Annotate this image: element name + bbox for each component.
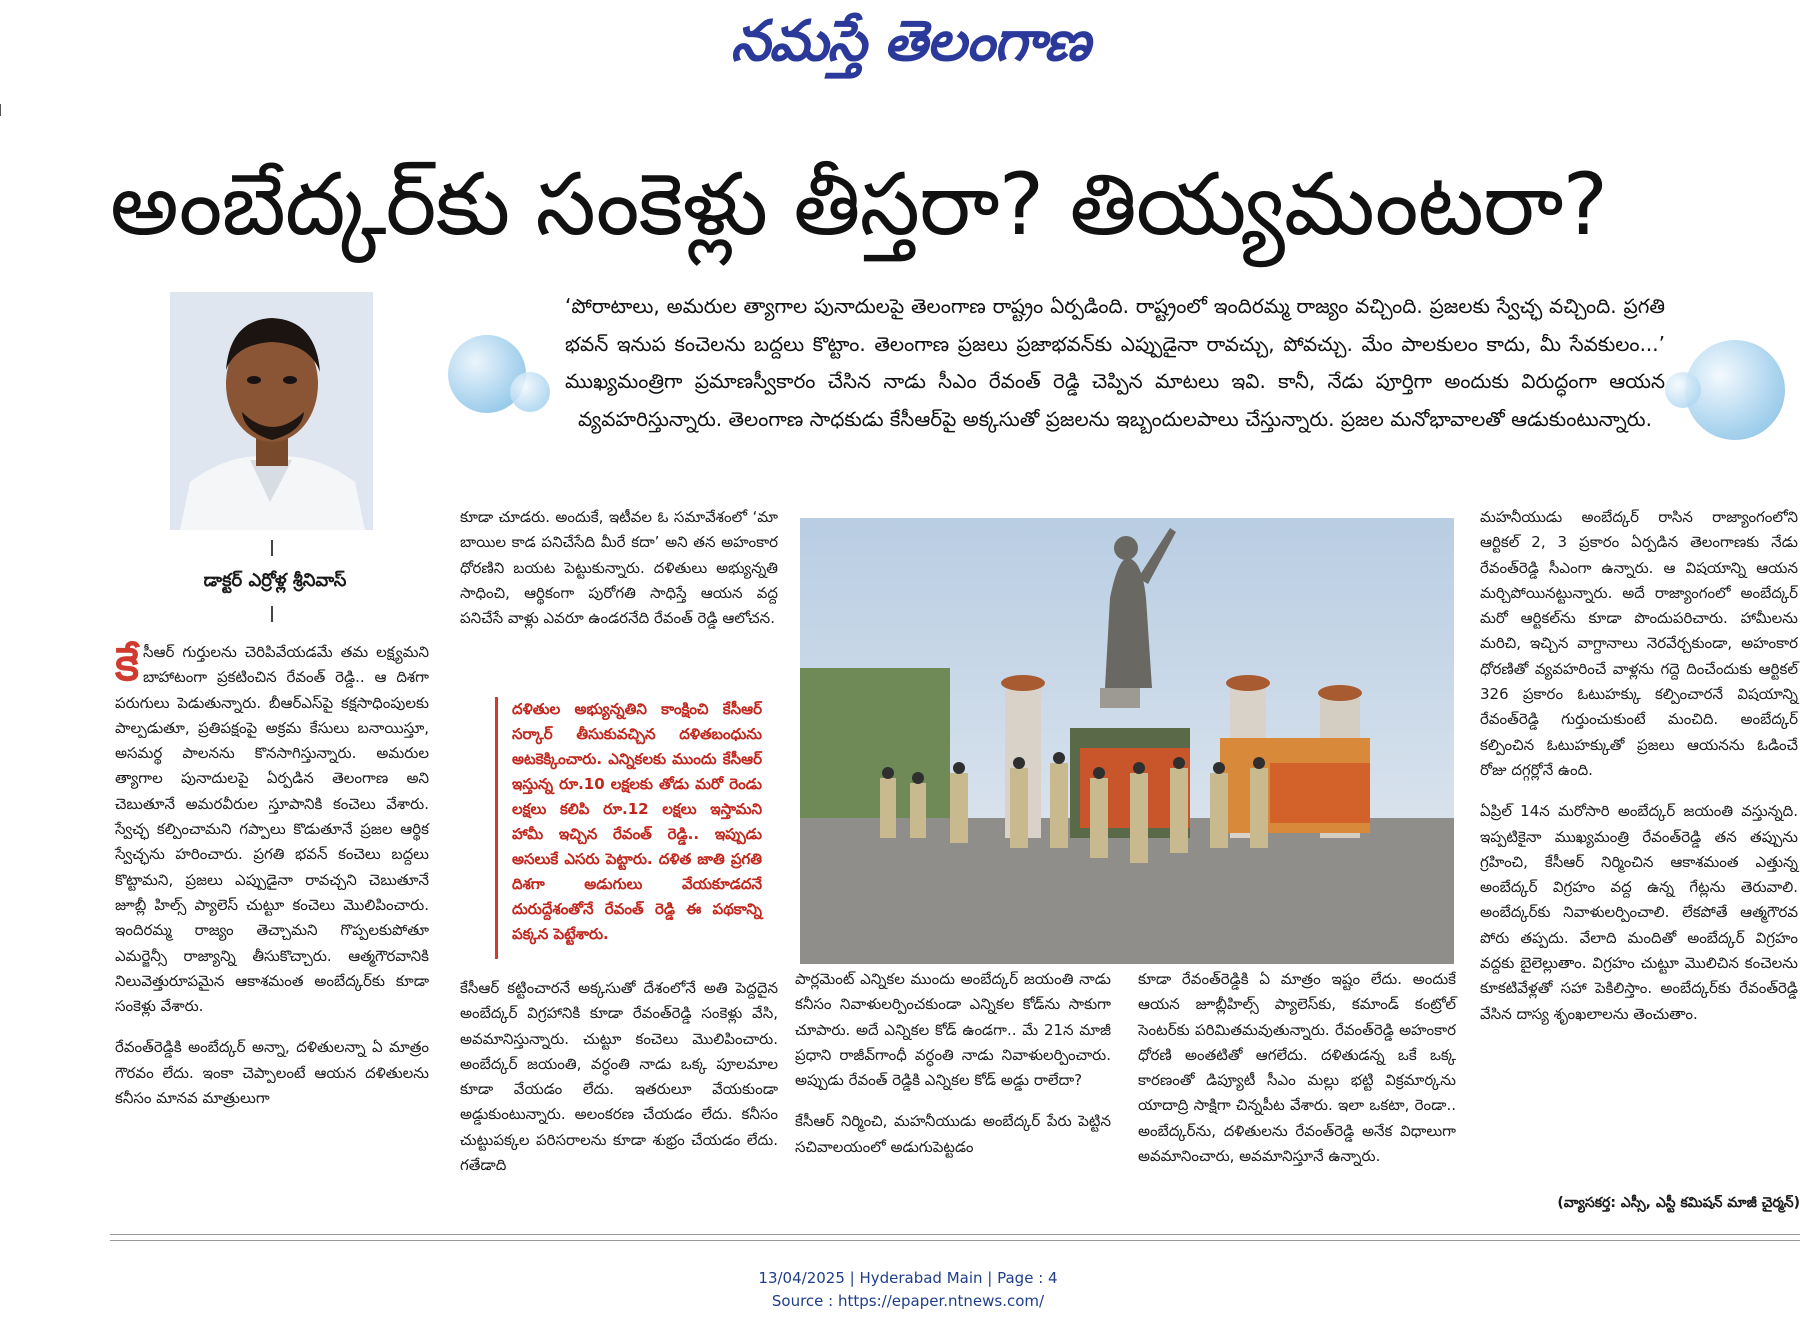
col2-paragraph-2: కేసీఆర్ కట్టించారనే అక్కసుతో దేశంలోనే అతి పెద్దదైన అంబేద్కర్ విగ్రహానికి కూడా రేవంత్‌రెడ్డి సంకెళ్లు వేసి, అవమానిస్తున్నారు. చుట్టూ కంచెలు మొలిపించారు. అంబేద్కర్ జయంతి, వర్ధంతి నాడు ఒక్క పూలమాల కూడా వేయడం లేదు. ఇతరులూ వేయకుండా అడ్డుకుంటున్నారు. అలంకరణ చేయడం లేదు. కనీసం చుట్టుపక్కల పరిసరాలను కూడా శుభ్రం చేయడం లేదు. గతేడాది bbox=[460, 979, 778, 1175]
article-column-4 bbox=[1138, 967, 1456, 1169]
margin-tick bbox=[0, 104, 1, 116]
article-column-5 bbox=[1480, 505, 1798, 1027]
author-byline: (వ్యాసకర్త: ఎస్సీ, ఎస్టీ కమిషన్ మాజీ చైర్మన్) bbox=[1557, 1195, 1800, 1211]
author-divider-top bbox=[271, 540, 273, 556]
col4-paragraph-1: కూడా రేవంత్‌రెడ్డికి ఏ మాత్రం ఇష్టం లేదు. అందుకే ఆయన జూబ్లీహిల్స్ ప్యాలెస్‌కు, కమాండ్ కంట్రోల్ సెంటర్‌కు పరిమితమవుతున్నారు. రేవంత్‌రెడ్డి అహంకార ధోరణి అంతటితో ఆగలేదు. దళితుడన్న ఒకే ఒక్క కారణంతో డిప్యూటీ సీఎం మల్లు భట్టి విక్రమార్కను యాదాద్రి సాక్షిగా చిన్నపీట వేశారు. ఇలా ఒకటా, రెండా.. అంబేద్కర్‌ను, దళితులను రేవంత్‌రెడ్డి అనేక విధాలుగా అవమానించారు, అవమానిస్తూనే ఉన్నారు. bbox=[1138, 970, 1456, 1166]
pull-quote: దళితుల అభ్యున్నతిని కాంక్షించి కేసీఆర్ సర్కార్ తీసుకువచ్చిన దళితబంధును అటకెక్కించారు. ఎన్నికలకు ముందు కేసీఆర్ ఇస్తున్న రూ.10 లక్షలకు తోడు మరో రెండు లక్షలు కలిపి రూ.12 లక్షలు ఇస్తామని హామీ ఇచ్చిన రేవంత్ రెడ్డి.. ఇప్పుడు అసలుకే ఎసరు పెట్టారు. దళిత జాతి ప్రగతి దిశగా అడుగులు వేయకూడదనే దురుద్దేశంతోనే రేవంత్ రెడ్డి ఈ పథకాన్ని పక్కన పెట్టేశారు. bbox=[495, 697, 762, 959]
bottom-rule-1 bbox=[110, 1234, 1800, 1235]
col2-paragraph-1: కూడా చూడరు. అందుకే, ఇటీవల ఓ సమావేశంలో ‘మా బాయిల కాడ పనిచేసేది మీరే కదా’ అని తన అహంకార ధోరణిని బయట పెట్టుకున్నారు. దళితులు అభ్యున్నతి సాధించి, ఆర్థికంగా పురోగతి సాధిస్తే ఆయన వద్ద పనిచేసే వాళ్లు ఎవరూ ఉండరనేది రేవంత్ రెడ్డి ఆలోచన. bbox=[460, 508, 778, 628]
footer-date-line: 13/04/2025 | Hyderabad Main | Page : 4 bbox=[758, 1269, 1058, 1287]
author-portrait-illustration bbox=[170, 292, 373, 530]
masthead-logo: నమస్తే తెలంగాణ bbox=[730, 8, 1090, 74]
article-column-2-top bbox=[460, 505, 778, 631]
bubble-decoration-right-small bbox=[1665, 372, 1701, 408]
col3-paragraph-2: కేసీఆర్ నిర్మించి, మహనీయుడు అంబేద్కర్ పేరు పెట్టిన సచివాలయంలో అడుగుపెట్టడం bbox=[795, 1112, 1111, 1156]
article-column-3 bbox=[795, 967, 1111, 1160]
article-column-1 bbox=[115, 637, 429, 1111]
col1-paragraph-2: రేవంత్‌రెడ్డికి అంబేద్కర్ అన్నా, దళితులన్నా ఏ మాత్రం గౌరవం లేదు. ఇంకా చెప్పాలంటే ఆయన దళితులను కనీసం మానవ మాత్రులుగా bbox=[115, 1038, 429, 1108]
bottom-rule-2 bbox=[110, 1240, 1800, 1241]
bubble-decoration-left-small bbox=[510, 372, 550, 412]
author-name: డాక్టర్ ఎర్రోళ్ల శ్రీనివాస్ bbox=[203, 570, 347, 591]
col1-paragraph-1: సీఆర్ గుర్తులను చెరిపివేయడమే తమ లక్ష్యమని బాహాటంగా ప్రకటించిన రేవంత్ రెడ్డి.. ఆ దిశగా పరుగులు పెడుతున్నారు. బీఆర్ఎస్‌పై కక్షసాధింపులకు పాల్పడుతూ, ప్రతిపక్షంపై అక్రమ కేసులు బనాయిస్తూ, అసమర్థ పాలనను కొనసాగిస్తున్నారు. అమరుల త్యాగాల పునాదులపై ఏర్పడిన తెలంగాణ అని చెబుతూనే అమరవీరుల స్తూపానికి కంచెలు వేశారు. స్వేచ్ఛ కల్పించామని గప్పాలు కొడుతూనే ప్రజల ఆర్థిక స్వేచ్ఛను హరించారు. ప్రగతి భవన్ కంచెలు బద్దలు కొట్టామని, ప్రజలు ఎప్పుడైనా రావచ్చని చెబుతూనే జూబ్లీ హిల్స్ ప్యాలెస్ చుట్టూ కంచెలు మొలిపించారు. ఇందిరమ్మ రాజ్యం తెచ్చామని గొప్పలకుపోతూ ఎమర్జెన్సీ రాజ్యాన్ని తీసుకొచ్చారు. ఆత్మగౌరవానికి నిలువెత్తురూపమైన ఆకాశమంత అంబేద్కర్‌కు కూడా సంకెళ్లు వేశారు. bbox=[115, 643, 429, 1016]
footer-source: Source : https://epaper.ntnews.com/ bbox=[771, 1292, 1045, 1310]
statue-scene-illustration bbox=[800, 518, 1454, 964]
ambedkar-statue-photo bbox=[800, 518, 1454, 964]
intro-paragraph: ‘పోరాటాలు, అమరుల త్యాగాల పునాదులపై తెలంగాణ రాష్ట్రం ఏర్పడింది. రాష్ట్రంలో ఇందిరమ్మ రాజ్యం వచ్చింది. ప్రజలకు స్వేచ్ఛ వచ్చింది. ప్రగతి భవన్ ఇనుప కంచెలను బద్దలు కొట్టాం. తెలంగాణ ప్రజలు ప్రజాభవన్‌కు ఎప్పుడైనా రావచ్చు, పోవచ్చు. మేం పాలకులం కాదు, మీ సేవకులం...’ ముఖ్యమంత్రిగా ప్రమాణస్వీకారం చేసిన నాడు సీఎం రేవంత్ రెడ్డి చెప్పిన మాటలు ఇవి. కానీ, నేడు పూర్తిగా అందుకు విరుద్ధంగా ఆయన వ్యవహరిస్తున్నారు. తెలంగాణ సాధకుడు కేసీఆర్‌పై అక్కసుతో ప్రజలను ఇబ్బందులపాలు చేస్తున్నారు. ప్రజల మనోభావాలతో ఆడుకుంటున్నారు. bbox=[565, 294, 1665, 431]
author-photo bbox=[170, 292, 373, 530]
author-divider-bottom bbox=[271, 606, 273, 622]
headline: అంబేద్కర్‌కు సంకెళ్లు తీస్తరా? తియ్యమంటరా? bbox=[110, 155, 1608, 255]
article-column-2-bottom bbox=[460, 976, 778, 1178]
col5-paragraph-1: మహనీయుడు అంబేద్కర్ రాసిన రాజ్యాంగంలోని ఆర్టికల్ 2, 3 ప్రకారం ఏర్పడిన తెలంగాణకు నేడు రేవంత్‌రెడ్డి సీఎంగా ఉన్నారు. ఆ విషయాన్ని ఆయన మర్చిపోయినట్టున్నారు. అదే రాజ్యాంగంలో అంబేద్కర్ మరో ఆర్టికల్‌ను కూడా పొందుపరిచారు. హామీలను మరిచి, ఇచ్చిన వాగ్దానాలు నెరవేర్చకుండా, అహంకార ధోరణితో వ్యవహరించే వాళ్లను గద్దె దించేందుకు ఆర్టికల్ 326 ప్రకారం ఓటుహక్కు కల్పించారనే విషయాన్ని రేవంత్‌రెడ్డి గుర్తుంచుకుంటే మంచిది. అంబేద్కర్ కల్పించిన ఓటుహక్కుతో ప్రజలు ఆయనను ఓడించే రోజు దగ్గర్లోనే ఉంది. bbox=[1480, 508, 1798, 779]
col5-paragraph-2: ఏప్రిల్ 14న మరోసారి అంబేద్కర్ జయంతి వస్తున్నది. ఇప్పటికైనా ముఖ్యమంత్రి రేవంత్‌రెడ్డి తన తప్పును గ్రహించి, కేసీఆర్ నిర్మించిన ఆకాశమంత ఎత్తున్న అంబేద్కర్ విగ్రహం వద్ద ఉన్న గేట్లను తెరువాలి. అంబేద్కర్‌కు నివాళులర్పించాలి. లేకపోతే ఆత్మగౌరవ పోరు తప్పదు. వేలాది మందితో అంబేద్కర్ విగ్రహం వద్దకు బైలెల్లుతాం. విగ్రహం చుట్టూ మొలిచిన కంచెలను కూకటివేళ్లతో సహా పెకిలిస్తాం. అంబేద్కర్‌కు రేవంత్‌రెడ్డి వేసిన దాస్య శృంఖలాలను తెంచుతాం. bbox=[1480, 802, 1798, 1023]
drop-cap: కే bbox=[115, 637, 140, 691]
col3-paragraph-1: పార్లమెంట్ ఎన్నికల ముందు అంబేద్కర్ జయంతి నాడు కనీసం నివాళులర్పించకుండా ఎన్నికల కోడ్‌ను సాకుగా చూపారు. అదే ఎన్నికల కోడ్ ఉండగా.. మే 21న మాజీ ప్రధాని రాజీవ్‌గాంధీ వర్ధంతి నాడు నివాళులర్పించారు. అప్పుడు రేవంత్ రెడ్డికి ఎన్నికల కోడ్ అడ్డు రాలేదా? bbox=[795, 970, 1111, 1090]
